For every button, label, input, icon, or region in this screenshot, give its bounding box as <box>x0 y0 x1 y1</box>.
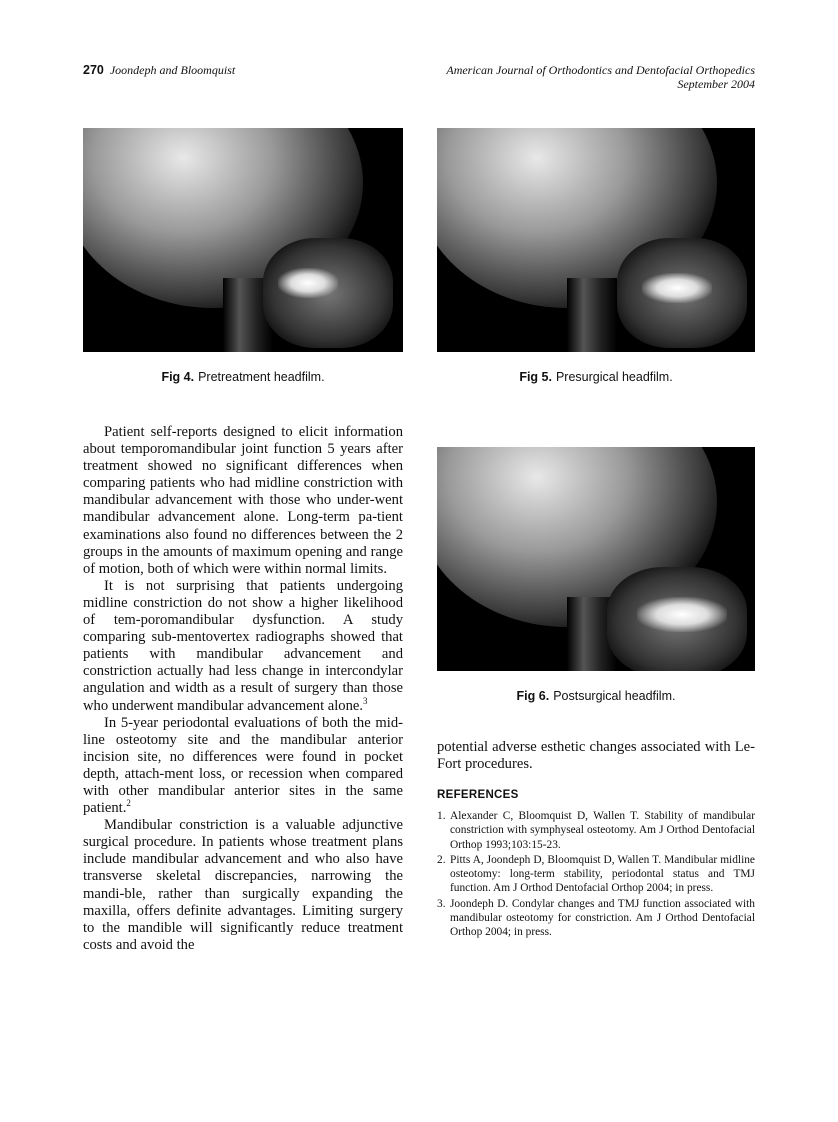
fig6-radiograph <box>437 447 755 671</box>
running-header-right <box>446 63 755 91</box>
fig-label: Fig 4. <box>161 370 195 384</box>
fig6-caption <box>437 689 755 703</box>
running-authors: Joondeph and Bloomquist <box>109 63 236 77</box>
fig5-radiograph <box>437 128 755 352</box>
paragraph <box>83 715 403 818</box>
paragraph: Mandibular constriction is a valuable adjunctive surgical procedure. In patients whose treatment plans include mandibular advancement and who also have transverse skeletal discrepancies, narrowing the mandi-ble, rather than surgically expanding the maxilla, offers definite advantages. Limiting surgery to the mandible will significantly reduce treatment costs and avoid the <box>83 817 403 953</box>
reference-number: 3. <box>437 897 446 910</box>
reference-text: Alexander C, Bloomquist D, Wallen T. Stability of mandibular constriction with symphyseal osteotomy. Am J Orthod Dentofacial Orthop 1993;103:15-23. <box>450 810 755 851</box>
citation: 2 <box>126 798 131 809</box>
fig-label: Fig 6. <box>516 689 550 703</box>
paragraph-text: In 5-year periodontal evaluations of both the mid-line osteotomy site and the mandibular anterior incision site, no differences were found in pocket depth, attach-ment loss, or recession when compared with other mandibular anterior sites in the same patient. <box>83 714 403 817</box>
fig4-radiograph <box>83 128 403 352</box>
paragraph <box>83 578 403 715</box>
paragraph-text: It is not surprising that patients undergoing midline constriction do not show a higher likelihood of tem-poromandibular dysfunction. A study comparing sub-mentovertex radiographs showed that patients with mandibular advancement and constriction actually had less change in intercondylar angulation and width as a result of surgery than those who underwent mandibular advancement alone. <box>83 577 403 714</box>
issue-date: September 2004 <box>677 77 755 91</box>
references-heading: REFERENCES <box>437 789 519 801</box>
reference-number: 1. <box>437 810 446 822</box>
fig-caption-text: Presurgical headfilm. <box>555 370 673 384</box>
fig4-caption <box>83 370 403 384</box>
citation: 3 <box>363 695 368 706</box>
paragraph: Patient self-reports designed to elicit information about temporomandibular joint function 5 years after treatment showed no significant differences when comparing patients who had midline constriction with mandibular advancement with those who under-went mandibular advancement alone. Long-term pa-tient examinations also found no differences between the 2 groups in the amounts of maximum opening and range of motion, both of which were within normal limits. <box>83 424 403 577</box>
paragraph-continuation: potential adverse esthetic changes associated with Le-Fort procedures. <box>437 739 755 773</box>
reference-item <box>437 853 755 896</box>
reference-item <box>437 809 755 852</box>
journal-title: American Journal of Orthodontics and Dentofacial Orthopedics <box>446 63 755 77</box>
body-right-column <box>437 739 755 773</box>
page-number: 270 <box>83 63 104 77</box>
running-header-left <box>83 63 235 78</box>
fig5-caption <box>437 370 755 384</box>
fig-label: Fig 5. <box>519 370 552 384</box>
reference-item <box>437 897 755 940</box>
body-left-column <box>83 424 403 954</box>
fig-caption-text: Pretreatment headfilm. <box>198 370 325 384</box>
references-list <box>437 809 755 941</box>
fig-caption-text: Postsurgical headfilm. <box>553 689 676 703</box>
reference-number: 2. <box>437 853 446 866</box>
reference-text: Joondeph D. Condylar changes and TMJ function associated with mandibular osteotomy for constriction. Am J Orthod Dentofacial Orthop 2004; in press. <box>450 897 755 939</box>
reference-text: Pitts A, Joondeph D, Bloomquist D, Wallen T. Mandibular midline osteotomy: long-term stability, periodontal status and TMJ function. Am J Orthod Dentofacial Orthop 2004; in press. <box>450 853 755 895</box>
